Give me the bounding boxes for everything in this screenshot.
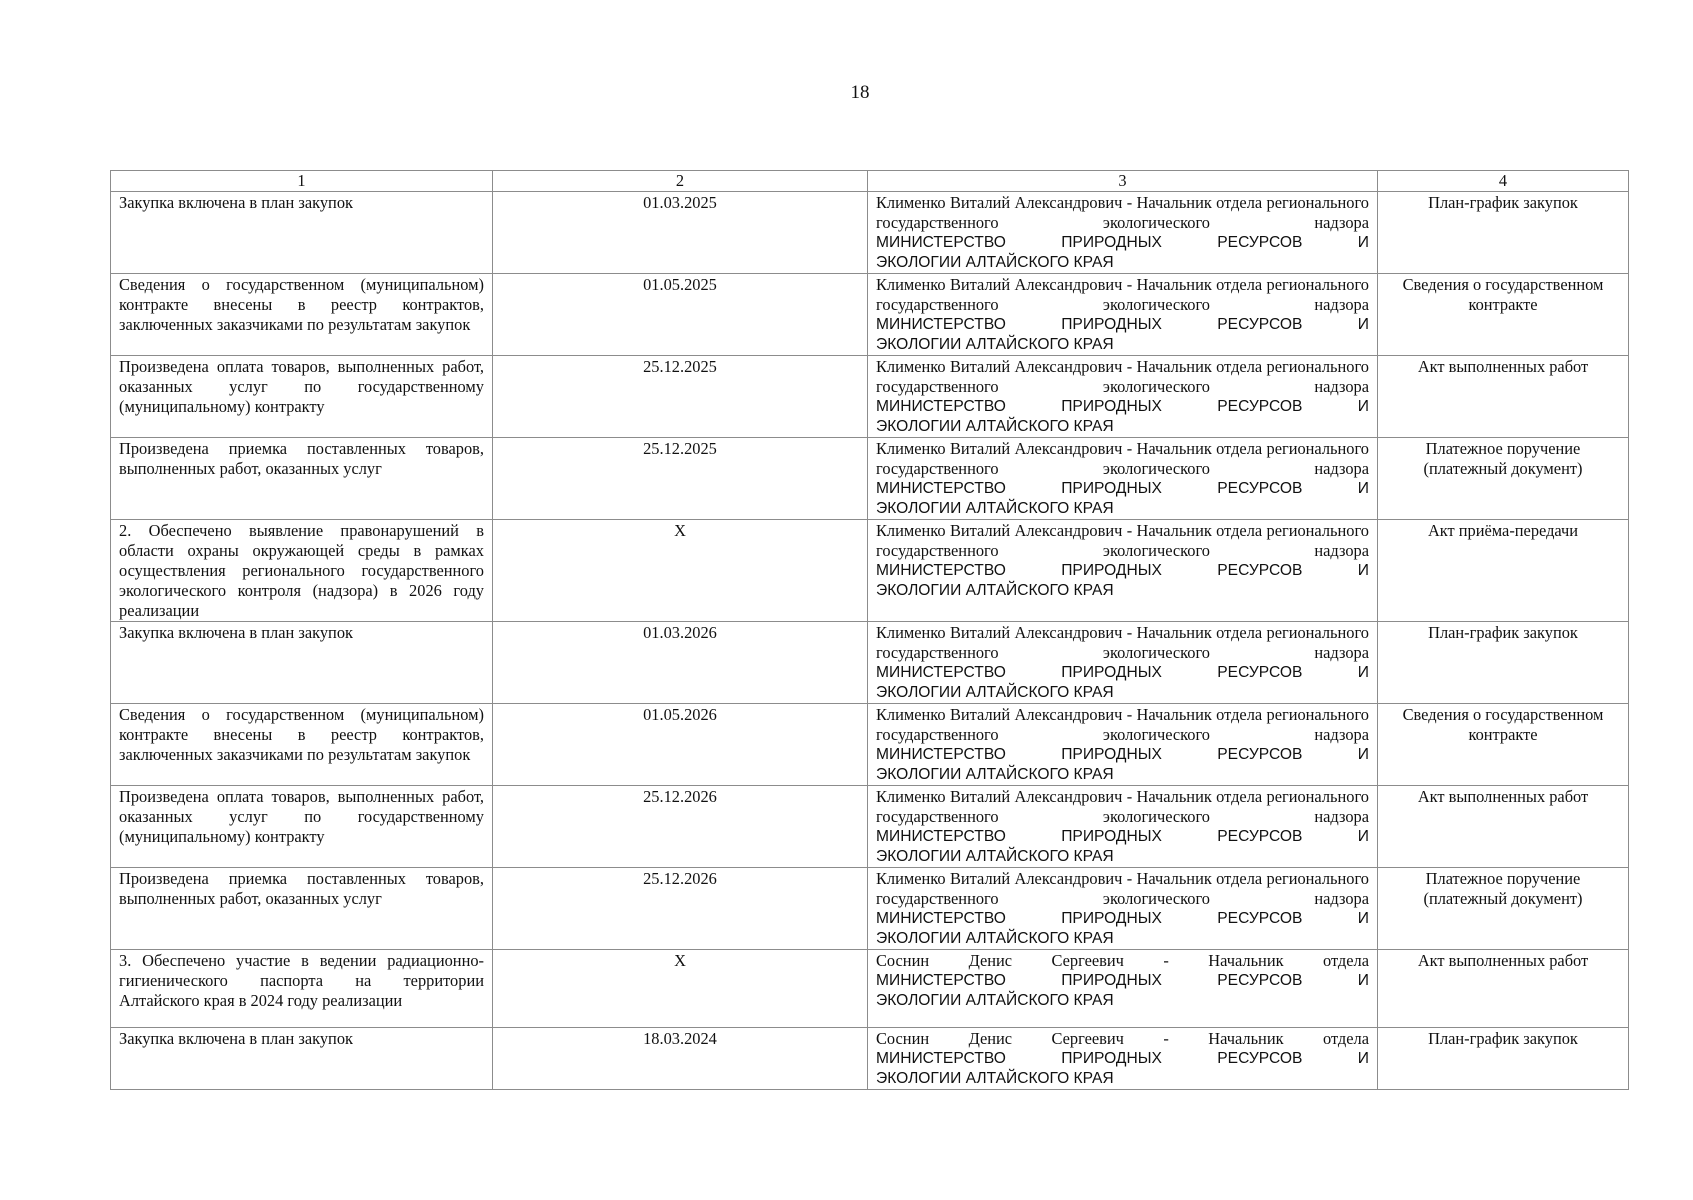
date-text: 01.05.2026 xyxy=(643,705,717,724)
responsible-person-text: Клименко Виталий Александрович - Начальник отдела регионального государственного экологического надзора xyxy=(876,869,1369,908)
responsible-person-text: Соснин Денис Сергеевич - Начальник отдела xyxy=(876,1029,1369,1048)
responsible-cell xyxy=(868,1028,1378,1090)
document-cell xyxy=(1378,704,1629,786)
ministry-line-1: МИНИСТЕРСТВО ПРИРОДНЫХ РЕСУРСОВ И xyxy=(876,398,1369,415)
ministry-line-2: ЭКОЛОГИИ АЛТАЙСКОГО КРАЯ xyxy=(876,336,1114,353)
document-cell xyxy=(1378,1028,1629,1090)
table-row xyxy=(111,868,1629,950)
responsible-person-text: Клименко Виталий Александрович - Начальник отдела регионального государственного экологического надзора xyxy=(876,193,1369,232)
event-cell xyxy=(111,950,493,1028)
table-row xyxy=(111,438,1629,520)
table-row xyxy=(111,950,1629,1028)
responsible-person-text: Клименко Виталий Александрович - Начальник отдела регионального государственного экологического надзора xyxy=(876,623,1369,662)
responsible-person-text: Клименко Виталий Александрович - Начальник отдела регионального государственного экологического надзора xyxy=(876,521,1369,560)
document-text: Акт выполненных работ xyxy=(1417,951,1589,970)
event-cell xyxy=(111,868,493,950)
ministry-line-1: МИНИСТЕРСТВО ПРИРОДНЫХ РЕСУРСОВ И xyxy=(876,972,1369,989)
document-text: Платежное поручение (платежный документ) xyxy=(1423,869,1583,908)
control-points-table xyxy=(110,170,1629,1090)
event-cell xyxy=(111,356,493,438)
date-cell xyxy=(493,704,868,786)
responsible-person-text: Клименко Виталий Александрович - Начальник отдела регионального государственного экологического надзора xyxy=(876,705,1369,744)
ministry-line-1: МИНИСТЕРСТВО ПРИРОДНЫХ РЕСУРСОВ И xyxy=(876,562,1369,579)
responsible-cell xyxy=(868,192,1378,274)
document-cell xyxy=(1378,950,1629,1028)
responsible-person-text: Соснин Денис Сергеевич - Начальник отдела xyxy=(876,951,1369,970)
responsible-cell xyxy=(868,622,1378,704)
date-cell xyxy=(493,950,868,1028)
date-text: 18.03.2024 xyxy=(643,1029,717,1048)
date-cell xyxy=(493,192,868,274)
responsible-cell xyxy=(868,868,1378,950)
document-text: План-график закупок xyxy=(1428,623,1578,642)
event-text: Произведена оплата товаров, выполненных работ, оказанных услуг по государственному (муниципальному) контракту xyxy=(119,357,484,416)
table-body xyxy=(111,192,1629,1090)
date-cell xyxy=(493,622,868,704)
ministry-line-2: ЭКОЛОГИИ АЛТАЙСКОГО КРАЯ xyxy=(876,582,1114,599)
date-cell xyxy=(493,438,868,520)
date-text: 01.03.2026 xyxy=(643,623,717,642)
document-cell xyxy=(1378,868,1629,950)
date-cell xyxy=(493,786,868,868)
event-text: Произведена оплата товаров, выполненных работ, оказанных услуг по государственному (муниципальному) контракту xyxy=(119,787,484,846)
date-text: 01.03.2025 xyxy=(643,193,717,212)
document-text: План-график закупок xyxy=(1428,1029,1578,1048)
ministry-line-2: ЭКОЛОГИИ АЛТАЙСКОГО КРАЯ xyxy=(876,1070,1114,1087)
table-row xyxy=(111,622,1629,704)
event-cell xyxy=(111,704,493,786)
table-row xyxy=(111,786,1629,868)
responsible-person-text: Клименко Виталий Александрович - Начальник отдела регионального государственного экологического надзора xyxy=(876,275,1369,314)
date-text: Х xyxy=(674,521,686,540)
ministry-line-2: ЭКОЛОГИИ АЛТАЙСКОГО КРАЯ xyxy=(876,992,1114,1009)
document-text: Сведения о государственном контракте xyxy=(1402,275,1604,314)
document-text: Акт приёма-передачи xyxy=(1427,521,1579,540)
ministry-line-1: МИНИСТЕРСТВО ПРИРОДНЫХ РЕСУРСОВ И xyxy=(876,316,1369,333)
document-cell xyxy=(1378,356,1629,438)
responsible-cell xyxy=(868,950,1378,1028)
date-text: 25.12.2026 xyxy=(643,787,717,806)
responsible-cell xyxy=(868,274,1378,356)
document-text: План-график закупок xyxy=(1428,193,1578,212)
ministry-line-1: МИНИСТЕРСТВО ПРИРОДНЫХ РЕСУРСОВ И xyxy=(876,664,1369,681)
responsible-cell xyxy=(868,786,1378,868)
ministry-line-2: ЭКОЛОГИИ АЛТАЙСКОГО КРАЯ xyxy=(876,766,1114,783)
table-row xyxy=(111,1028,1629,1090)
ministry-line-2: ЭКОЛОГИИ АЛТАЙСКОГО КРАЯ xyxy=(876,254,1114,271)
ministry-line-1: МИНИСТЕРСТВО ПРИРОДНЫХ РЕСУРСОВ И xyxy=(876,746,1369,763)
responsible-cell xyxy=(868,704,1378,786)
table-row xyxy=(111,192,1629,274)
responsible-cell xyxy=(868,356,1378,438)
event-text: Сведения о государственном (муниципальном) контракте внесены в реестр контрактов, заключенных заказчиками по результатам закупок xyxy=(119,705,484,764)
table-row xyxy=(111,356,1629,438)
responsible-cell xyxy=(868,438,1378,520)
event-cell xyxy=(111,622,493,704)
date-text: 01.05.2025 xyxy=(643,275,717,294)
document-text: Акт выполненных работ xyxy=(1417,787,1589,806)
event-text: Закупка включена в план закупок xyxy=(119,623,353,642)
event-text: 3. Обеспечено участие в ведении радиационно-гигиенического паспорта на территории Алтайского края в 2024 году реализации xyxy=(119,951,484,1010)
event-text: Закупка включена в план закупок xyxy=(119,193,353,212)
table-row xyxy=(111,274,1629,356)
ministry-line-1: МИНИСТЕРСТВО ПРИРОДНЫХ РЕСУРСОВ И xyxy=(876,910,1369,927)
ministry-line-2: ЭКОЛОГИИ АЛТАЙСКОГО КРАЯ xyxy=(876,930,1114,947)
document-text: Платежное поручение (платежный документ) xyxy=(1423,439,1583,478)
date-cell xyxy=(493,356,868,438)
event-text: Закупка включена в план закупок xyxy=(119,1029,353,1048)
ministry-line-1: МИНИСТЕРСТВО ПРИРОДНЫХ РЕСУРСОВ И xyxy=(876,234,1369,251)
event-text: Произведена приемка поставленных товаров, выполненных работ, оказанных услуг xyxy=(119,869,484,908)
date-cell xyxy=(493,520,868,622)
column-header-4: 4 xyxy=(1378,171,1629,192)
date-text: 25.12.2025 xyxy=(643,439,717,458)
event-cell xyxy=(111,274,493,356)
event-text: Сведения о государственном (муниципальном) контракте внесены в реестр контрактов, заключенных заказчиками по результатам закупок xyxy=(119,275,484,334)
ministry-line-1: МИНИСТЕРСТВО ПРИРОДНЫХ РЕСУРСОВ И xyxy=(876,1050,1369,1067)
ministry-line-2: ЭКОЛОГИИ АЛТАЙСКОГО КРАЯ xyxy=(876,500,1114,517)
document-text: Сведения о государственном контракте xyxy=(1402,705,1604,744)
event-text: Произведена приемка поставленных товаров, выполненных работ, оказанных услуг xyxy=(119,439,484,478)
event-cell xyxy=(111,1028,493,1090)
document-cell xyxy=(1378,192,1629,274)
document-cell xyxy=(1378,786,1629,868)
date-cell xyxy=(493,274,868,356)
ministry-line-2: ЭКОЛОГИИ АЛТАЙСКОГО КРАЯ xyxy=(876,684,1114,701)
responsible-cell xyxy=(868,520,1378,622)
date-text: 25.12.2026 xyxy=(643,869,717,888)
event-cell xyxy=(111,520,493,622)
table-header-row xyxy=(111,171,1629,192)
event-cell xyxy=(111,438,493,520)
document-cell xyxy=(1378,520,1629,622)
column-header-3: 3 xyxy=(868,171,1378,192)
responsible-person-text: Клименко Виталий Александрович - Начальник отдела регионального государственного экологического надзора xyxy=(876,439,1369,478)
responsible-person-text: Клименко Виталий Александрович - Начальник отдела регионального государственного экологического надзора xyxy=(876,357,1369,396)
date-text: Х xyxy=(674,951,686,970)
document-cell xyxy=(1378,438,1629,520)
column-header-2: 2 xyxy=(493,171,868,192)
date-cell xyxy=(493,1028,868,1090)
event-cell xyxy=(111,192,493,274)
document-cell xyxy=(1378,622,1629,704)
document-text: Акт выполненных работ xyxy=(1417,357,1589,376)
table-row xyxy=(111,704,1629,786)
event-cell xyxy=(111,786,493,868)
column-header-1: 1 xyxy=(111,171,493,192)
responsible-person-text: Клименко Виталий Александрович - Начальник отдела регионального государственного экологического надзора xyxy=(876,787,1369,826)
event-text: 2. Обеспечено выявление правонарушений в области охраны окружающей среды в рамках осуществления регионального государственного экологического контроля (надзора) в 2026 году реализации xyxy=(119,521,484,620)
ministry-line-1: МИНИСТЕРСТВО ПРИРОДНЫХ РЕСУРСОВ И xyxy=(876,480,1369,497)
page-number: 18 xyxy=(850,82,870,103)
date-cell xyxy=(493,868,868,950)
ministry-line-2: ЭКОЛОГИИ АЛТАЙСКОГО КРАЯ xyxy=(876,418,1114,435)
ministry-line-1: МИНИСТЕРСТВО ПРИРОДНЫХ РЕСУРСОВ И xyxy=(876,828,1369,845)
date-text: 25.12.2025 xyxy=(643,357,717,376)
document-cell xyxy=(1378,274,1629,356)
table-row xyxy=(111,520,1629,622)
ministry-line-2: ЭКОЛОГИИ АЛТАЙСКОГО КРАЯ xyxy=(876,848,1114,865)
